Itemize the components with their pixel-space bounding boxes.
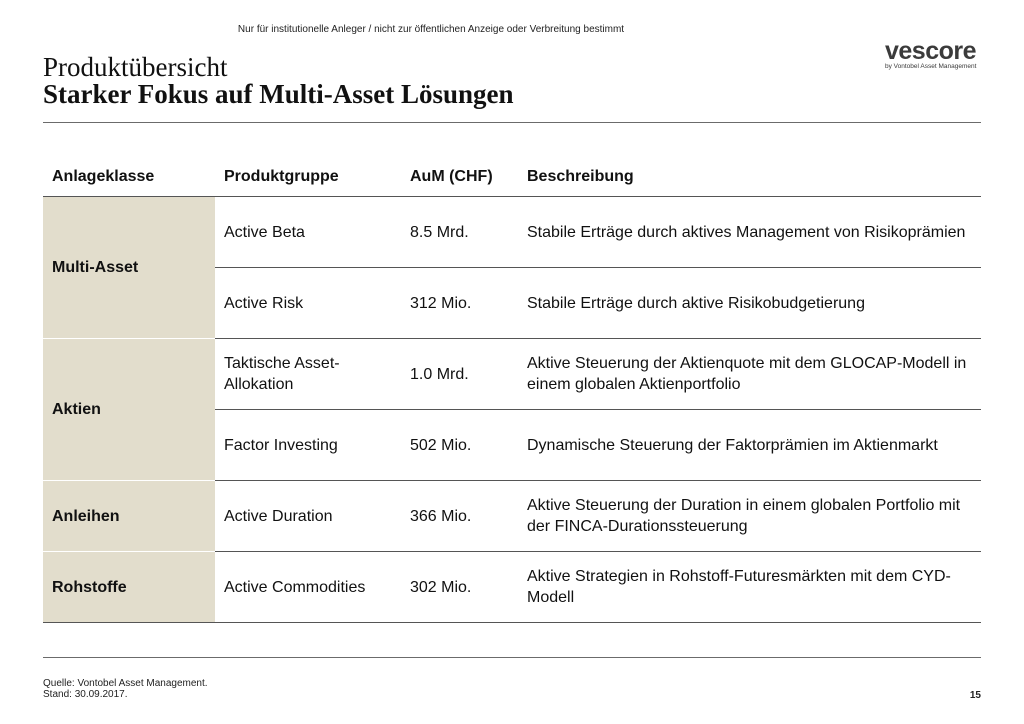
description-cell: Stabile Erträge durch aktives Management von Risikoprämien <box>518 197 981 268</box>
product-cell: Active Duration <box>215 481 401 552</box>
page-number: 15 <box>969 690 981 701</box>
header-anlageklasse: Anlageklasse <box>43 157 215 197</box>
page-subtitle: Starker Fokus auf Multi-Asset Lösungen <box>43 79 514 109</box>
top-divider <box>43 122 981 123</box>
product-cell: Factor Investing <box>215 410 401 481</box>
description-cell: Aktive Steuerung der Duration in einem globalen Portfolio mit der FINCA-Durationssteuerung <box>518 481 981 552</box>
bottom-divider <box>43 657 981 658</box>
disclaimer: Nur für institutionelle Anleger / nicht zur öffentlichen Anzeige oder Verbreitung bestimmt <box>237 24 625 35</box>
aum-cell: 312 Mio. <box>401 268 518 339</box>
asset-class-cell: Multi-Asset <box>43 197 215 339</box>
source-note: Quelle: Vontobel Asset Management. <box>43 678 208 689</box>
product-cell: Active Commodities <box>215 552 401 623</box>
asset-class-cell: Rohstoffe <box>43 552 215 623</box>
description-cell: Aktive Steuerung der Aktienquote mit dem GLOCAP-Modell in einem globalen Aktienportfolio <box>518 339 981 410</box>
header-beschreibung: Beschreibung <box>518 157 981 197</box>
footer-notes <box>43 678 208 700</box>
asset-class-cell: Anleihen <box>43 481 215 552</box>
description-cell: Dynamische Steuerung der Faktorprämien im Aktienmarkt <box>518 410 981 481</box>
table-header-row <box>43 157 981 197</box>
header-produktgruppe: Produktgruppe <box>215 157 401 197</box>
date-note: Stand: 30.09.2017. <box>43 689 128 700</box>
logo-subtitle: by Vontobel Asset Management <box>885 63 977 70</box>
aum-cell: 1.0 Mrd. <box>401 339 518 410</box>
table-row <box>43 197 981 268</box>
logo-wordmark: vescore <box>885 37 977 65</box>
description-cell: Stabile Erträge durch aktive Risikobudgetierung <box>518 268 981 339</box>
page-title: Produktübersicht <box>43 52 228 82</box>
aum-cell: 8.5 Mrd. <box>401 197 518 268</box>
aum-cell: 366 Mio. <box>401 481 518 552</box>
vescore-logo <box>885 39 985 71</box>
header-aum: AuM (CHF) <box>401 157 518 197</box>
product-table <box>43 157 981 623</box>
table-row <box>43 339 981 410</box>
aum-cell: 302 Mio. <box>401 552 518 623</box>
table-row <box>43 481 981 552</box>
product-cell: Taktische Asset-Allokation <box>215 339 401 410</box>
aum-cell: 502 Mio. <box>401 410 518 481</box>
table-row <box>43 552 981 623</box>
product-cell: Active Beta <box>215 197 401 268</box>
asset-class-cell: Aktien <box>43 339 215 481</box>
description-cell: Aktive Strategien in Rohstoff-Futuresmärkten mit dem CYD-Modell <box>518 552 981 623</box>
product-cell: Active Risk <box>215 268 401 339</box>
